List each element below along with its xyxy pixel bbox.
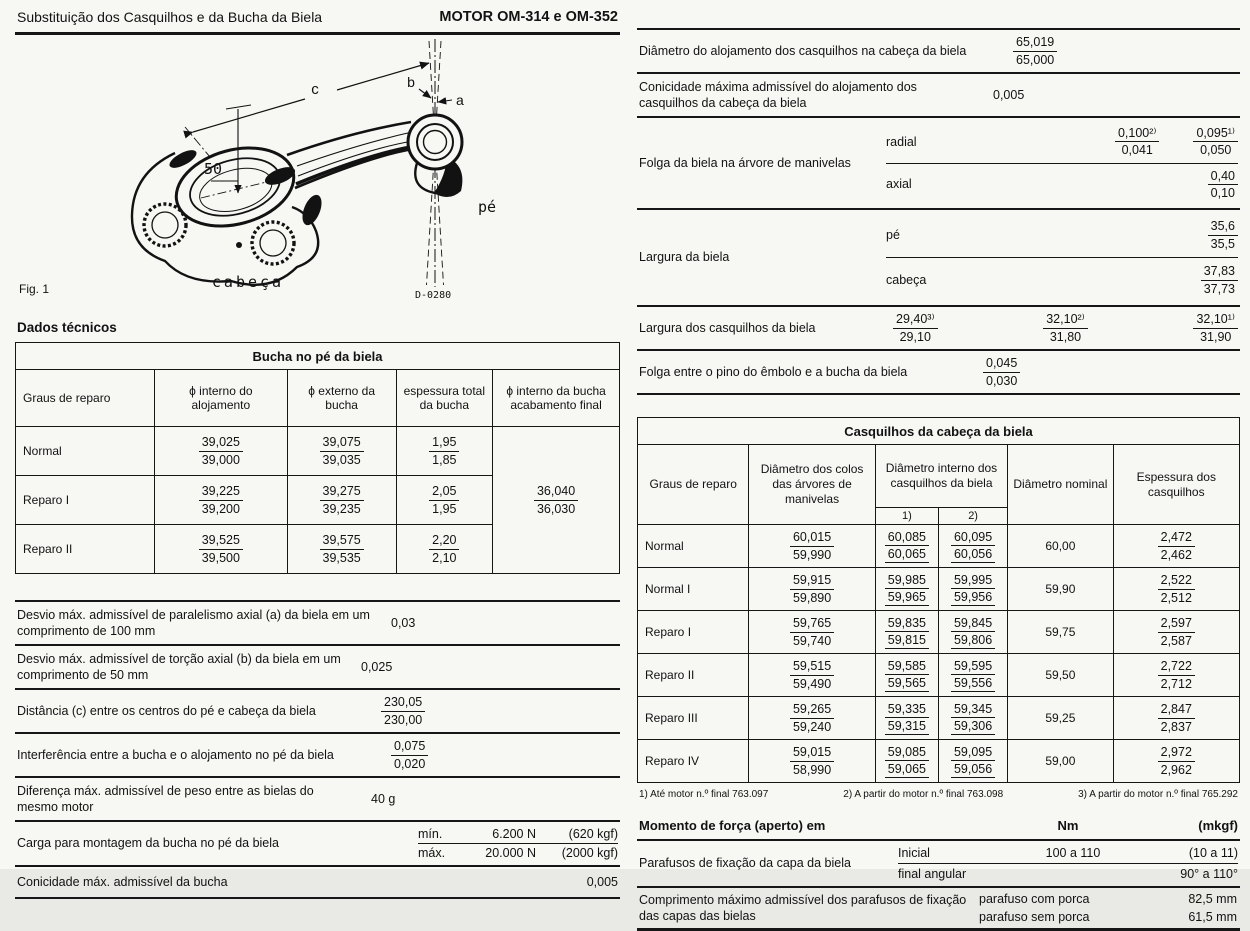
casquilhos-table-title: Casquilhos da cabeça da biela <box>638 418 1240 445</box>
spec-label: Desvio máx. admissível de paralelismo axial (a) da biela em um comprimento de 100 mm <box>17 607 370 638</box>
cell: $\frac{59,515}{59,490}$ <box>749 654 875 697</box>
spec-row <box>15 867 620 899</box>
col-header-graus: Graus de reparo <box>638 445 749 525</box>
col-subheader-2: 2) <box>938 508 1007 525</box>
final-mkgf: 90° a 110° <box>1180 867 1238 881</box>
col-header-acabamento-final: ϕ interno da bucha acabamento final <box>493 370 620 427</box>
cell: $\frac{2,722}{2,712}$ <box>1113 654 1239 697</box>
spec-label: Diâmetro do alojamento dos casquilhos na cabeça da biela <box>639 43 967 58</box>
cell: 59,00 <box>1008 740 1113 783</box>
cell: $\frac{60,015}{59,990}$ <box>749 525 875 568</box>
carga-max-row <box>418 843 618 862</box>
dim-b-label: b <box>407 74 415 90</box>
cell: $\frac{39,275}{39,235}$ <box>287 476 396 525</box>
comprimento-values <box>979 890 1237 926</box>
spec-row <box>637 351 1240 395</box>
parafusos-final-row <box>898 863 1238 884</box>
spec-value: 0,025 <box>361 660 393 674</box>
radial-key: radial <box>886 134 917 149</box>
dim-50-label: 50 <box>203 160 223 178</box>
table-row <box>638 525 1240 568</box>
cell: $\frac{1,95}{1,85}$ <box>396 427 493 476</box>
cell: 59,90 <box>1008 568 1113 611</box>
spec-value: 40 g <box>371 792 396 806</box>
cell: $\frac{59,765}{59,740}$ <box>749 611 875 654</box>
cell: $\frac{59,995}{59,956}$ <box>938 568 1007 611</box>
spec-row-carga <box>15 822 620 867</box>
com-porca-key: parafuso com porca <box>979 892 1090 906</box>
bucha-table-title: Bucha no pé da biela <box>16 343 620 370</box>
row-label: Reparo I <box>16 476 155 525</box>
momento-col-nm: Nm <box>1057 818 1079 833</box>
right-spec-list <box>637 28 1240 395</box>
spec-row <box>637 30 1240 74</box>
comprimento-label: Comprimento máximo admissível dos parafusos de fixação das capas das bielas <box>639 892 967 923</box>
cell: $\frac{60,095}{60,056}$ <box>938 525 1007 568</box>
cell: $\frac{2,522}{2,512}$ <box>1113 568 1239 611</box>
cell: $\frac{2,972}{2,962}$ <box>1113 740 1239 783</box>
inicial-mkgf: (10 a 11) <box>1188 846 1238 860</box>
right-column <box>637 28 1240 931</box>
dados-tecnicos-heading: Dados técnicos <box>17 320 117 335</box>
cell: $\frac{59,015}{58,990}$ <box>749 740 875 783</box>
cell: $\frac{60,085}{60,065}$ <box>875 525 938 568</box>
carga-min-newton: 6.200 N <box>492 827 536 841</box>
carga-max-kgf: (2000 kgf) <box>561 846 618 860</box>
largura-value-1: $\frac{\text{29,40³⁾}}{29,10}$ <box>893 311 938 345</box>
spec-row <box>15 778 620 822</box>
col-header-interno: Diâmetro interno dos casquilhos da biela <box>875 445 1007 508</box>
momento-header <box>637 814 1240 841</box>
carga-max-newton: 20.000 N <box>485 846 536 860</box>
spec-label: Folga entre o pino do êmbolo e a bucha da biela <box>639 364 908 379</box>
cell-acabamento-final: $\frac{36,040}{36,030}$ <box>493 427 620 574</box>
cell: $\frac{2,20}{2,10}$ <box>396 525 493 574</box>
spec-label: Largura dos casquilhos da biela <box>639 320 816 335</box>
radial-value-1: $\frac{\text{0,100²⁾}}{0,041}$ <box>1115 125 1160 159</box>
axial-key: axial <box>886 177 912 192</box>
col-header-externo-bucha: ϕ externo da bucha <box>287 370 396 427</box>
spec-label: Conicidade máx. admissível da bucha <box>17 874 228 889</box>
footnote-2: 2) A partir do motor n.º final 763.098 <box>843 789 1004 800</box>
cell: $\frac{39,575}{39,535}$ <box>287 525 396 574</box>
carga-values <box>418 825 618 862</box>
spec-row <box>15 602 620 646</box>
col-header-graus: Graus de reparo <box>16 370 155 427</box>
rod-shaft <box>287 122 413 188</box>
sem-porca-key: parafuso sem porca <box>979 910 1090 924</box>
cabeca-value: $\frac{37,83}{37,73}$ <box>1201 263 1238 297</box>
com-porca-value: 82,5 mm <box>1188 892 1237 906</box>
folga-sub <box>886 121 1238 205</box>
pe-key: pé <box>886 228 900 242</box>
spec-label: Carga para montagem da bucha no pé da biela <box>17 836 279 851</box>
cell: $\frac{39,075}{39,035}$ <box>287 427 396 476</box>
spec-label: Diferença máx. admissível de peso entre as bielas do mesmo motor <box>17 783 314 814</box>
big-end <box>132 136 325 285</box>
table-row <box>638 697 1240 740</box>
pe-row <box>886 213 1238 257</box>
spec-value: 0,005 <box>993 88 1025 102</box>
row-label: Normal I <box>638 568 749 611</box>
cell: 59,25 <box>1008 697 1113 740</box>
dim-c-label: c <box>311 81 319 98</box>
cell: $\frac{59,585}{59,565}$ <box>875 654 938 697</box>
carga-min-kgf: (620 kgf) <box>568 827 618 841</box>
cell: $\frac{59,835}{59,815}$ <box>875 611 938 654</box>
spec-value: $\frac{230,05}{230,00}$ <box>381 694 425 728</box>
spec-row-casquilhos-largura <box>637 307 1240 351</box>
casquilhos-table <box>637 417 1240 783</box>
spec-row <box>15 690 620 734</box>
radial-row <box>886 121 1238 163</box>
cell: $\frac{59,985}{59,965}$ <box>875 568 938 611</box>
spec-label: Interferência entre a bucha e o alojamento no pé da biela <box>17 747 334 762</box>
comprimento-row <box>637 888 1240 931</box>
spec-value: 0,005 <box>586 875 618 889</box>
sem-porca-value: 61,5 mm <box>1188 910 1237 924</box>
cell: $\frac{2,05}{1,95}$ <box>396 476 493 525</box>
spec-label: Desvio máx. admissível de torção axial (b) da biela em um comprimento de 50 mm <box>17 651 341 682</box>
cell: 59,75 <box>1008 611 1113 654</box>
spec-value: $\frac{65,019}{65,000}$ <box>1013 34 1057 68</box>
casquilhos-largura-values <box>893 311 1238 345</box>
largura-sub <box>886 213 1238 302</box>
cell: $\frac{59,335}{59,315}$ <box>875 697 938 740</box>
cell: $\frac{59,845}{59,806}$ <box>938 611 1007 654</box>
cell: $\frac{59,095}{59,056}$ <box>938 740 1007 783</box>
col-header-colos: Diâmetro dos colos das árvores de manivelas <box>749 445 875 525</box>
cell: $\frac{59,595}{59,556}$ <box>938 654 1007 697</box>
carga-max-key: máx. <box>418 846 446 860</box>
cell: $\frac{59,345}{59,306}$ <box>938 697 1007 740</box>
spec-row <box>637 74 1240 118</box>
cell: $\frac{39,525}{39,500}$ <box>154 525 287 574</box>
spec-label: Conicidade máxima admissível do alojamento dos casquilhos da cabeça da biela <box>639 79 917 110</box>
pe-value: $\frac{35,6}{35,5}$ <box>1208 218 1238 252</box>
row-label: Reparo I <box>638 611 749 654</box>
motor-designation: MOTOR OM-314 e OM-352 <box>439 9 618 25</box>
row-label: Normal <box>638 525 749 568</box>
cabeca-key: cabeça <box>886 273 927 287</box>
table-row <box>638 740 1240 783</box>
parafusos-inicial-row <box>898 843 1238 863</box>
footnote-1: 1) Até motor n.º final 763.097 <box>639 789 769 800</box>
spec-label: Largura da biela <box>639 250 730 265</box>
small-end <box>408 115 462 197</box>
spec-value: $\frac{0,075}{0,020}$ <box>391 738 428 772</box>
cell: $\frac{2,597}{2,587}$ <box>1113 611 1239 654</box>
cabeca-label: cabeça <box>211 273 285 291</box>
pe-label: pé <box>478 198 497 216</box>
dim-a-label: a <box>456 92 464 108</box>
carga-min-key: mín. <box>418 827 443 841</box>
row-label: Reparo IV <box>638 740 749 783</box>
table-row <box>638 611 1240 654</box>
spec-label: Folga da biela na árvore de manivelas <box>639 155 851 170</box>
spec-row-largura <box>637 210 1240 307</box>
momento-heading: Momento de força (aperto) em <box>639 818 826 833</box>
page-header <box>15 6 620 35</box>
cell: $\frac{59,085}{59,065}$ <box>875 740 938 783</box>
parafusos-row <box>637 841 1240 888</box>
carga-min-row <box>418 825 618 843</box>
spec-row-folga <box>637 118 1240 210</box>
spec-value: $\frac{0,045}{0,030}$ <box>983 355 1020 389</box>
table-row <box>638 568 1240 611</box>
row-label: Normal <box>16 427 155 476</box>
cell: $\frac{59,265}{59,240}$ <box>749 697 875 740</box>
cell: $\frac{39,225}{39,200}$ <box>154 476 287 525</box>
inicial-key: Inicial <box>898 846 930 860</box>
left-column <box>15 6 620 899</box>
page-title: Substituição dos Casquilhos e da Bucha da Biela <box>17 9 323 25</box>
final-key: final angular <box>898 867 967 881</box>
cell: $\frac{2,847}{2,837}$ <box>1113 697 1239 740</box>
cell: 60,00 <box>1008 525 1113 568</box>
row-label: Reparo III <box>638 697 749 740</box>
spec-row <box>15 734 620 778</box>
axial-row <box>886 163 1238 206</box>
sem-porca-row <box>979 908 1237 926</box>
parafusos-label: Parafusos de fixação da capa da biela <box>639 856 851 871</box>
col-header-interno-alojamento: ϕ interno do alojamento <box>154 370 287 427</box>
connecting-rod-drawing <box>15 35 620 305</box>
largura-value-2: $\frac{\text{32,10²⁾}}{31,80}$ <box>1043 311 1088 345</box>
connecting-rod-figure <box>15 35 620 310</box>
spec-label: Distância (c) entre os centros do pé e cabeça da biela <box>17 703 316 718</box>
com-porca-row <box>979 890 1237 908</box>
figure-number: Fig. 1 <box>19 282 50 296</box>
bucha-table <box>15 342 620 574</box>
col-subheader-1: 1) <box>875 508 938 525</box>
col-header-nominal: Diâmetro nominal <box>1008 445 1113 525</box>
momento-section <box>637 814 1240 931</box>
footnote-3: 3) A partir do motor n.º final 765.292 <box>1078 789 1238 800</box>
inicial-nm: 100 a 110 <box>1045 846 1101 860</box>
axial-value: $\frac{0,40}{0,10}$ <box>1208 168 1238 202</box>
left-spec-list <box>15 600 620 899</box>
momento-col-mkgf: (mkgf) <box>1198 818 1238 833</box>
row-label: Reparo II <box>16 525 155 574</box>
drawing-code: D-0280 <box>415 290 452 301</box>
radial-value-2: $\frac{\text{0,095¹⁾}}{0,050}$ <box>1193 125 1238 159</box>
table-row <box>16 427 620 476</box>
cell: $\frac{59,915}{59,890}$ <box>749 568 875 611</box>
cabeca-row <box>886 257 1238 302</box>
parafusos-values <box>898 843 1238 884</box>
largura-value-3: $\frac{\text{32,10¹⁾}}{31,90}$ <box>1193 311 1238 345</box>
cell: $\frac{39,025}{39,000}$ <box>154 427 287 476</box>
table-footnotes <box>637 789 1240 800</box>
spec-value: 0,03 <box>391 616 416 630</box>
col-header-espessura: espessura total da bucha <box>396 370 493 427</box>
table-row <box>638 654 1240 697</box>
cell: 59,50 <box>1008 654 1113 697</box>
row-label: Reparo II <box>638 654 749 697</box>
spec-row <box>15 646 620 690</box>
col-header-espessura: Espessura dos casquilhos <box>1113 445 1239 525</box>
cell: $\frac{2,472}{2,462}$ <box>1113 525 1239 568</box>
